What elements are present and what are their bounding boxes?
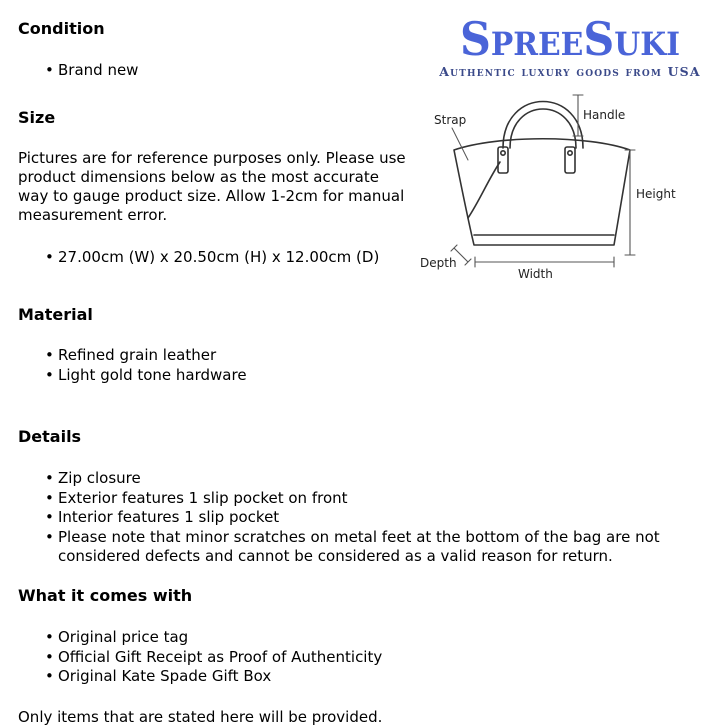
list-item: • Please note that minor scratches on metal feet at the bottom of the bag are not considered defects and cannot be considered as a valid reason for return. (0, 528, 705, 567)
list-item: • Light gold tone hardware (0, 366, 247, 386)
details-list (0, 469, 705, 567)
list-item: • Exterior features 1 slip pocket on front (0, 489, 705, 509)
list-item: • Refined grain leather (0, 346, 247, 366)
condition-heading: Condition (18, 19, 105, 38)
size-list (0, 248, 379, 268)
bag-strap (468, 162, 500, 218)
comes-with-heading: What it comes with (18, 586, 193, 605)
handle-label: Handle (583, 108, 626, 122)
handle-dimension (573, 95, 583, 136)
size-heading: Size (18, 108, 56, 127)
list-item: • Original Kate Spade Gift Box (0, 667, 382, 687)
bag-dimension-diagram (418, 90, 688, 285)
condition-list (0, 61, 138, 81)
height-label: Height (636, 187, 676, 201)
list-item: • Zip closure (0, 469, 705, 489)
items-provided-note: Only items that are stated here will be provided. (18, 708, 383, 726)
list-item: • Original price tag (0, 628, 382, 648)
strap-label: Strap (434, 113, 467, 127)
material-list (0, 346, 247, 385)
list-item: • Interior features 1 slip pocket (0, 508, 705, 528)
logo-wordmark: SpreeSuki (459, 12, 681, 66)
width-dimension (475, 257, 614, 267)
material-heading: Material (18, 305, 93, 324)
list-item: • 27.00cm (W) x 20.50cm (H) x 12.00cm (D) (0, 248, 379, 268)
bag-body (454, 139, 630, 245)
depth-label: Depth (420, 256, 457, 270)
brand-logo (424, 12, 716, 79)
bag-handle-inner (510, 109, 576, 148)
height-dimension (625, 150, 635, 255)
logo-tagline: Authentic luxury goods from USA (439, 64, 701, 79)
list-item: • Official Gift Receipt as Proof of Authenticity (0, 648, 382, 668)
list-item: • Brand new (0, 61, 138, 81)
size-description: Pictures are for reference purposes only. Please use product dimensions below as the most accurate way to gauge product size. Allow 1-2cm for manual measurement error. (18, 149, 406, 224)
comes-with-list (0, 628, 382, 687)
details-heading: Details (18, 427, 82, 446)
width-label: Width (518, 267, 553, 281)
